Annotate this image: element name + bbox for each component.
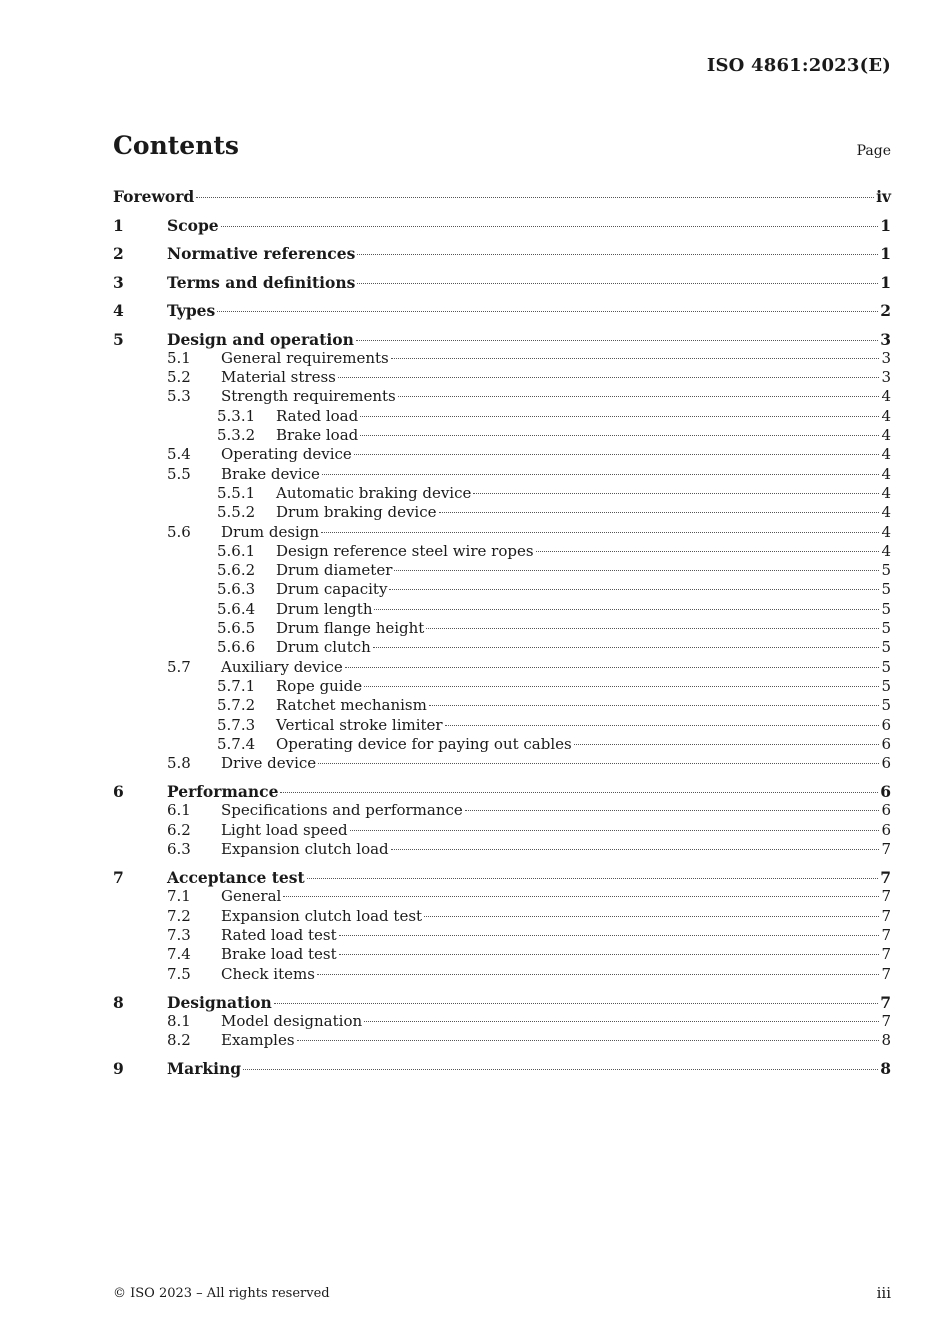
toc-entry-number: 5.3 xyxy=(167,387,191,406)
toc-entry-title: Drive device xyxy=(221,754,317,773)
toc-entry-number: 5.7.3 xyxy=(217,715,256,734)
toc-entry-number: 5.7.2 xyxy=(217,696,256,715)
toc-entry-title: Terms and definitions xyxy=(167,272,356,292)
toc-entry-title: General requirements xyxy=(221,348,389,367)
toc-entry-title: Ratchet mechanism xyxy=(276,696,427,715)
toc-entry-number: 5.3.2 xyxy=(217,426,256,444)
toc-entry-number: 5.3.1 xyxy=(217,406,256,425)
toc-entry-page: 3 xyxy=(881,348,891,367)
toc-entry-number: 7.4 xyxy=(167,945,191,964)
toc-entry-title: Material stress xyxy=(221,368,336,387)
toc-entry-page: 5 xyxy=(881,696,891,715)
toc-entry-title: Check items xyxy=(221,964,315,983)
toc-entry-number: 4 xyxy=(113,301,124,320)
toc-entry[interactable] xyxy=(113,368,891,387)
dot-leader xyxy=(426,628,879,629)
dot-leader xyxy=(391,849,880,850)
toc-entry-number: 5.6.5 xyxy=(217,619,256,637)
dot-leader xyxy=(373,647,880,648)
toc-entry-title: Types xyxy=(167,301,216,320)
toc-entry-title: Specifications and performance xyxy=(221,801,463,820)
toc-entry-title: Brake load xyxy=(276,426,359,444)
toc-entry-number: 1 xyxy=(113,215,124,235)
toc-entry-title: Automatic braking device xyxy=(276,483,472,502)
dot-leader xyxy=(339,935,880,936)
toc-entry[interactable] xyxy=(113,677,891,696)
toc-entry-page: 3 xyxy=(880,329,891,349)
toc-entry-page: 6 xyxy=(881,734,891,753)
toc-entry-title: Model designation xyxy=(221,1011,363,1030)
toc-entry-title: Performance xyxy=(167,782,279,802)
toc-entry-page: iv xyxy=(876,187,891,206)
toc-entry-page: 1 xyxy=(880,215,891,235)
toc-entry-page: 4 xyxy=(881,522,891,541)
toc-entry-page: 5 xyxy=(881,580,891,599)
toc-entry-title: Light load speed xyxy=(221,820,348,839)
toc-entry[interactable] xyxy=(113,407,891,426)
toc-entry-page: 6 xyxy=(881,715,891,734)
toc-entry-number: 5 xyxy=(113,329,124,349)
dot-leader xyxy=(391,358,880,359)
toc-entry[interactable] xyxy=(113,445,891,464)
toc-entry-title: Drum braking device xyxy=(276,503,437,522)
toc-entry-title: Rope guide xyxy=(276,676,363,695)
toc-entry-number: 2 xyxy=(113,244,124,263)
toc-entry[interactable] xyxy=(113,735,891,754)
toc-entry-number: 5.4 xyxy=(167,445,191,464)
toc-entry-number: 5.5 xyxy=(167,464,191,483)
toc-entry[interactable] xyxy=(113,330,891,349)
copyright-notice: © ISO 2023 – All rights reserved xyxy=(113,1286,330,1301)
dot-leader xyxy=(394,570,879,571)
toc-entry-title: Normative references xyxy=(167,244,356,263)
toc-entry-page: 4 xyxy=(881,387,891,406)
toc-entry-number: 5.6.6 xyxy=(217,638,256,657)
toc-entry-page: 5 xyxy=(881,561,891,580)
dot-leader xyxy=(574,744,880,745)
dot-leader xyxy=(354,454,880,455)
toc-entry-page: 5 xyxy=(881,657,891,676)
toc-entry-number: 6 xyxy=(113,782,124,802)
toc-entry-page: 6 xyxy=(880,782,891,802)
toc-entry-page: 4 xyxy=(881,483,891,502)
toc-entry-title: Drum capacity xyxy=(276,580,388,599)
toc-entry-title: Rated load xyxy=(276,406,359,425)
dot-leader xyxy=(283,896,879,897)
toc-entry[interactable] xyxy=(113,1031,891,1050)
toc-entry-number: 7.1 xyxy=(167,887,191,906)
toc-entry-page: 3 xyxy=(881,368,891,387)
toc-entry[interactable] xyxy=(113,868,891,887)
toc-entry-title: General xyxy=(221,887,282,906)
toc-entry-title: Expansion clutch load test xyxy=(221,906,423,925)
dot-leader xyxy=(360,416,879,417)
toc-entry-number: 5.6 xyxy=(167,522,191,541)
toc-entry-title: Designation xyxy=(167,992,272,1012)
toc-entry[interactable] xyxy=(113,600,891,619)
toc-entry-page: 8 xyxy=(881,1031,891,1050)
toc-entry-page: 6 xyxy=(881,820,891,839)
toc-entry-number: 6.2 xyxy=(167,820,191,839)
toc-entry-page: 7 xyxy=(881,1011,891,1030)
toc-entry-title: Auxiliary device xyxy=(221,657,343,676)
toc-entry-number: 5.6.3 xyxy=(217,580,256,599)
dot-leader xyxy=(364,1021,879,1022)
toc-entry-number: 9 xyxy=(113,1059,124,1079)
toc-entry[interactable] xyxy=(113,696,891,715)
toc-entry-page: 4 xyxy=(881,406,891,425)
toc-entry-title: Expansion clutch load xyxy=(221,840,389,858)
dot-leader xyxy=(445,725,880,726)
dot-leader xyxy=(536,551,880,552)
dot-leader xyxy=(317,974,880,975)
toc-entry-page: 7 xyxy=(881,964,891,983)
dot-leader xyxy=(473,493,879,494)
toc-entry-number: 5.1 xyxy=(167,348,191,367)
dot-leader xyxy=(243,1069,878,1070)
toc-entry[interactable] xyxy=(113,503,891,522)
toc-entry[interactable] xyxy=(113,993,891,1012)
toc-entry-number: 5.8 xyxy=(167,754,191,773)
toc-entry-page: 7 xyxy=(881,840,891,858)
standard-reference: ISO 4861:2023(E) xyxy=(706,55,891,76)
dot-leader xyxy=(338,377,880,378)
dot-leader xyxy=(297,1040,880,1041)
toc-entry-title: Rated load test xyxy=(221,925,337,944)
dot-leader xyxy=(465,810,880,811)
dot-leader xyxy=(364,686,879,687)
dot-leader xyxy=(357,254,878,255)
toc-entry[interactable] xyxy=(113,484,891,503)
toc-entry-page: 6 xyxy=(881,801,891,820)
dot-leader xyxy=(429,705,880,706)
toc-entry-page: 7 xyxy=(881,887,891,906)
dot-leader xyxy=(196,197,874,198)
dot-leader xyxy=(221,226,879,227)
toc-entry[interactable] xyxy=(113,887,891,906)
toc-entry-number: 5.7.4 xyxy=(217,734,256,753)
dot-leader xyxy=(321,532,879,533)
toc-entry-title: Brake device xyxy=(221,464,320,483)
toc-entry[interactable] xyxy=(113,561,891,580)
toc-entry-page: 1 xyxy=(880,272,891,292)
toc-entry-page: 8 xyxy=(880,1059,891,1079)
toc-entry-title: Operating device for paying out cables xyxy=(276,734,572,753)
dot-leader xyxy=(307,878,879,879)
toc-entry-number: 8.2 xyxy=(167,1031,191,1050)
toc-entry-number: 5.2 xyxy=(167,368,191,387)
dot-leader xyxy=(398,396,880,397)
toc-entry[interactable] xyxy=(113,821,891,840)
dot-leader xyxy=(350,830,880,831)
toc-entry[interactable] xyxy=(113,1059,891,1078)
toc-entry-title: Vertical stroke limiter xyxy=(276,715,443,734)
dot-leader xyxy=(360,435,879,436)
toc-entry[interactable] xyxy=(113,754,891,773)
dot-leader xyxy=(318,763,879,764)
toc-entry[interactable] xyxy=(113,945,891,964)
toc-entry[interactable] xyxy=(113,580,891,599)
dot-leader xyxy=(374,609,879,610)
dot-leader xyxy=(339,954,880,955)
toc-entry-number: 6.1 xyxy=(167,801,191,820)
dot-leader xyxy=(217,311,878,312)
toc-entry-page: 5 xyxy=(881,638,891,657)
dot-leader xyxy=(322,474,880,475)
toc-entry-title: Drum clutch xyxy=(276,638,371,657)
toc-entry-title: Operating device xyxy=(221,445,352,464)
toc-entry-title: Acceptance test xyxy=(167,868,305,887)
toc-entry-title: Examples xyxy=(221,1031,295,1050)
toc-entry-title: Design reference steel wire ropes xyxy=(276,541,534,560)
toc-entry-title: Foreword xyxy=(113,187,195,206)
toc-entry-page: 4 xyxy=(881,426,891,444)
toc-entry-page: 4 xyxy=(881,445,891,464)
toc-entry-number: 7.2 xyxy=(167,906,191,925)
toc-entry[interactable] xyxy=(113,465,891,484)
toc-entry-page: 5 xyxy=(881,619,891,637)
toc-entry-number: 7 xyxy=(113,868,124,887)
toc-entry-title: Drum length xyxy=(276,599,373,618)
toc-entry-title: Strength requirements xyxy=(221,387,396,406)
dot-leader xyxy=(439,512,880,513)
toc-entry-page: 4 xyxy=(881,541,891,560)
page-number: iii xyxy=(876,1284,891,1302)
toc-entry-page: 4 xyxy=(881,503,891,522)
toc-entry[interactable] xyxy=(113,716,891,735)
toc-entry-page: 7 xyxy=(880,868,891,887)
toc-entry-number: 8.1 xyxy=(167,1011,191,1030)
toc-entry-page: 6 xyxy=(881,754,891,773)
toc-entry-page: 2 xyxy=(880,301,891,320)
toc-entry[interactable] xyxy=(113,273,891,292)
toc-entry-number: 5.6.4 xyxy=(217,599,256,618)
toc-entry-title: Design and operation xyxy=(167,329,354,349)
toc-entry-page: 7 xyxy=(880,992,891,1012)
toc-entry[interactable] xyxy=(113,542,891,561)
toc-entry[interactable] xyxy=(113,782,891,801)
toc-entry[interactable] xyxy=(113,619,891,638)
toc-entry-number: 5.6.2 xyxy=(217,561,256,580)
toc-entry[interactable] xyxy=(113,907,891,926)
toc-entry[interactable] xyxy=(113,1012,891,1031)
contents-heading: Contents xyxy=(113,131,240,160)
toc-entry-title: Scope xyxy=(167,215,219,235)
toc-entry-number: 7.5 xyxy=(167,964,191,983)
toc-entry-number: 5.7 xyxy=(167,657,191,676)
toc-entry-number: 5.7.1 xyxy=(217,676,256,695)
toc-entry-number: 5.5.2 xyxy=(217,503,256,522)
toc-entry-page: 7 xyxy=(881,925,891,944)
toc-entry[interactable] xyxy=(113,638,891,657)
toc-entry[interactable] xyxy=(113,426,891,445)
dot-leader xyxy=(280,792,878,793)
dot-leader xyxy=(424,916,879,917)
toc-entry[interactable] xyxy=(113,301,891,320)
toc-entry-page: 5 xyxy=(881,599,891,618)
toc-entry-number: 8 xyxy=(113,992,124,1012)
dot-leader xyxy=(389,589,879,590)
page-column-label: Page xyxy=(856,143,891,159)
toc-entry[interactable] xyxy=(113,965,891,984)
toc-entry-title: Drum flange height xyxy=(276,619,425,637)
toc-entry[interactable] xyxy=(113,187,891,206)
toc-entry-number: 5.5.1 xyxy=(217,483,256,502)
toc-entry[interactable] xyxy=(113,216,891,235)
dot-leader xyxy=(357,283,878,284)
toc-entry-page: 7 xyxy=(881,906,891,925)
toc-entry[interactable] xyxy=(113,840,891,859)
toc-entry-number: 5.6.1 xyxy=(217,541,256,560)
toc-entry-page: 1 xyxy=(880,244,891,263)
toc-entry-page: 5 xyxy=(881,676,891,695)
toc-entry-number: 6.3 xyxy=(167,840,191,858)
toc-entry-title: Marking xyxy=(167,1059,242,1079)
toc-entry[interactable] xyxy=(113,387,891,406)
toc-entry-page: 4 xyxy=(881,464,891,483)
toc-entry-number: 7.3 xyxy=(167,925,191,944)
toc-entry[interactable] xyxy=(113,658,891,677)
toc-entry-page: 7 xyxy=(881,945,891,964)
dot-leader xyxy=(356,340,878,341)
toc-entry[interactable] xyxy=(113,349,891,368)
toc-entry[interactable] xyxy=(113,926,891,945)
toc-entry-title: Drum design xyxy=(221,522,320,541)
toc-entry[interactable] xyxy=(113,523,891,542)
toc-entry[interactable] xyxy=(113,244,891,263)
toc-entry-title: Drum diameter xyxy=(276,561,393,580)
dot-leader xyxy=(345,667,880,668)
toc-entry[interactable] xyxy=(113,801,891,820)
toc-entry-title: Brake load test xyxy=(221,945,337,964)
dot-leader xyxy=(274,1003,878,1004)
toc-entry-number: 3 xyxy=(113,272,124,292)
